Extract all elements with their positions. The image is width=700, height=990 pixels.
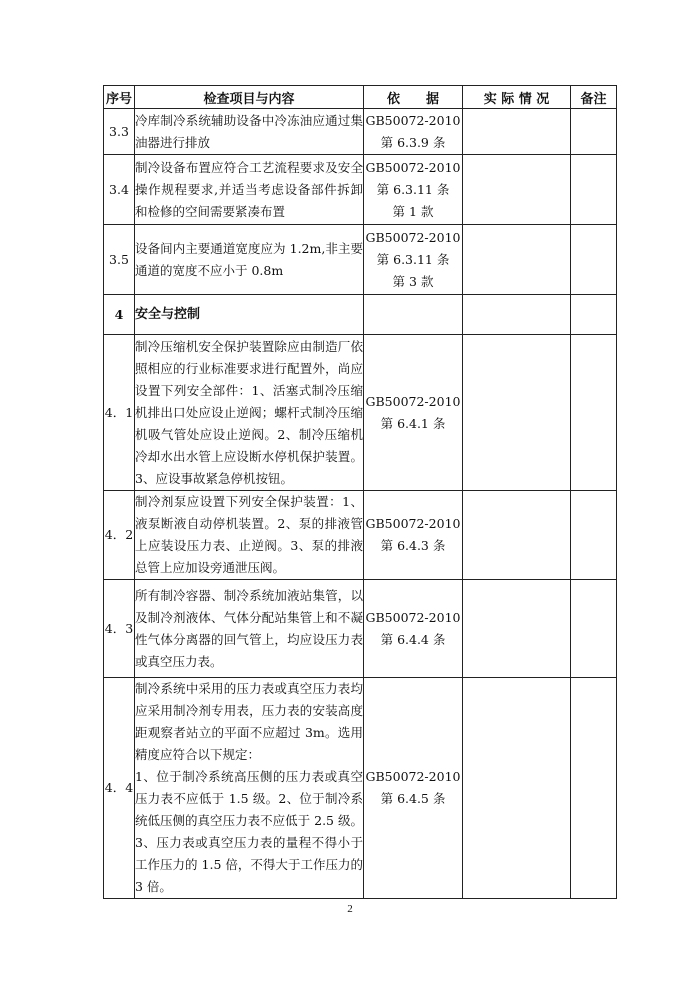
- item-content: 制冷剂泵应设置下列安全保护装置：1、液泵断液自动停机装置。2、泵的排液管上应装设压力表、止逆阀。3、泵的排液总管上应加设旁通泄压阀。: [135, 491, 364, 580]
- basis-line: 第 6.4.1 条: [380, 415, 446, 431]
- header-content: 检查项目与内容: [135, 86, 364, 109]
- basis-line: GB50072-2010: [365, 609, 461, 625]
- basis-line: GB50072-2010: [365, 112, 461, 128]
- basis-line: 第 6.4.3 条: [380, 538, 446, 553]
- item-basis: [364, 225, 463, 295]
- basis-line: 第 6.4.4 条: [380, 631, 446, 647]
- remark-cell: [571, 155, 617, 225]
- basis-line: GB50072-2010: [365, 159, 461, 175]
- remark-cell: [571, 580, 617, 678]
- item-basis: [364, 580, 463, 678]
- basis-line: 第 3 款: [392, 273, 434, 289]
- basis-line: GB50072-2010: [365, 769, 461, 784]
- remark-cell: [571, 295, 617, 335]
- item-number: 4: [104, 295, 135, 335]
- item-number: 3.5: [104, 225, 135, 295]
- actual-cell: [463, 335, 571, 491]
- item-content: 制冷系统中采用的压力表或真空压力表均应采用制冷剂专用表，压力表的安装高度距观察者站立的平面不应超过 3m。选用精度应符合以下规定： 1、位于制冷系统高压侧的压力表或真空压力表不应低于 1.5 级。2、位于制冷系统低压侧的真空压力表不应低于 2.5 级。3、压力表或真空压力表的量程不得小于工作压力的 1.5 倍，不得大于工作压力的 3 倍。: [135, 678, 364, 899]
- item-number: 3.3: [104, 109, 135, 155]
- header-basis: 依 据: [364, 86, 463, 109]
- actual-cell: [463, 678, 571, 899]
- item-content: 制冷设备布置应符合工艺流程要求及安全操作规程要求,并适当考虑设备部件拆卸和检修的空间需要紧凑布置: [135, 155, 364, 225]
- remark-cell: [571, 678, 617, 899]
- basis-line: 第 6.3.9 条: [380, 134, 446, 150]
- item-basis: [364, 678, 463, 899]
- actual-cell: [463, 109, 571, 155]
- item-number: 3.4: [104, 155, 135, 225]
- table-row: [104, 225, 617, 295]
- actual-cell: [463, 295, 571, 335]
- table-header-row: [104, 86, 617, 109]
- item-basis: [364, 109, 463, 155]
- item-basis: [364, 335, 463, 491]
- actual-cell: [463, 491, 571, 580]
- table-row: [104, 580, 617, 678]
- table-row: [104, 109, 617, 155]
- inspection-table: [103, 85, 617, 899]
- basis-line: GB50072-2010: [365, 516, 461, 531]
- table-row: [104, 155, 617, 225]
- item-basis: [364, 295, 463, 335]
- basis-line: GB50072-2010: [365, 393, 461, 409]
- table-row: [104, 335, 617, 491]
- remark-cell: [571, 225, 617, 295]
- page-number: 2: [347, 903, 353, 915]
- remark-cell: [571, 335, 617, 491]
- table-body: [104, 109, 617, 899]
- header-remark: 备注: [571, 86, 617, 109]
- item-number: 4．2: [104, 491, 135, 580]
- table-row: [104, 678, 617, 899]
- actual-cell: [463, 155, 571, 225]
- item-content: 设备间内主要通道宽度应为 1.2m,非主要通道的宽度不应小于 0.8m: [135, 225, 364, 295]
- header-actual: 实 际 情 况: [463, 86, 571, 109]
- basis-line: 第 6.3.11 条: [376, 181, 450, 197]
- basis-line: 第 1 款: [392, 203, 434, 219]
- item-number: 4．1: [104, 335, 135, 491]
- actual-cell: [463, 580, 571, 678]
- section-row: [104, 295, 617, 335]
- header-no: 序号: [104, 86, 135, 109]
- item-number: 4．3: [104, 580, 135, 678]
- item-content: 冷库制冷系统辅助设备中冷冻油应通过集油器进行排放: [135, 109, 364, 155]
- item-content: 所有制冷容器、制冷系统加液站集管，以及制冷剂液体、气体分配站集管上和不凝性气体分离器的回气管上，均应设压力表或真空压力表。: [135, 580, 364, 678]
- item-basis: [364, 491, 463, 580]
- basis-line: 第 6.3.11 条: [376, 251, 450, 267]
- item-content: 制冷压缩机安全保护装置除应由制造厂依照相应的行业标准要求进行配置外，尚应设置下列安全部件：1、活塞式制冷压缩机排出口处应设止逆阀；螺杆式制冷压缩机吸气管处应设止逆阀。2、制冷压缩机冷却水出水管上应设断水停机保护装置。3、应设事故紧急停机按钮。: [135, 335, 364, 491]
- item-number: 4．4: [104, 678, 135, 899]
- basis-line: GB50072-2010: [365, 229, 461, 245]
- basis-line: 第 6.4.5 条: [380, 791, 446, 806]
- remark-cell: [571, 109, 617, 155]
- section-title: 安全与控制: [135, 295, 364, 335]
- actual-cell: [463, 225, 571, 295]
- remark-cell: [571, 491, 617, 580]
- item-basis: [364, 155, 463, 225]
- table-row: [104, 491, 617, 580]
